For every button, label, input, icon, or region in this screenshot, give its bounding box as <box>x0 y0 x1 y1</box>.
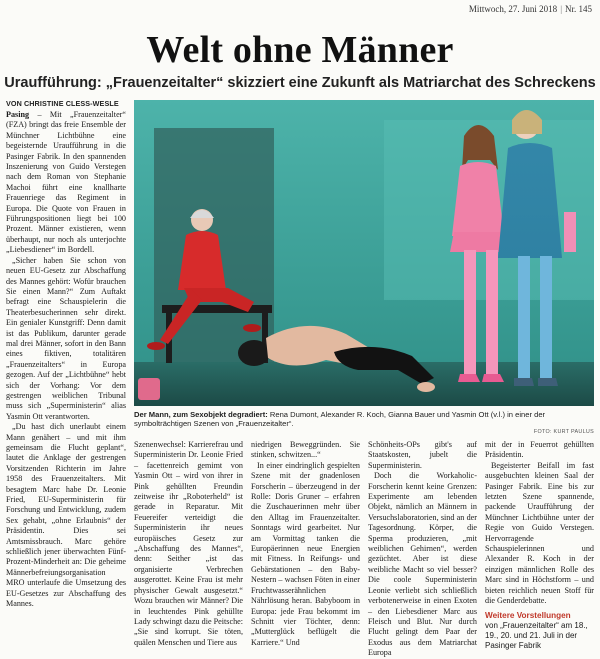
photo-caption <box>134 410 594 429</box>
paragraph: Begeisterter Beifall im fast ausgebuchten kleinen Saal der Pasinger Fabrik. Eine bis zur letzten Szene spannende, packende Uraufführung der Münchner Lichtbühne unter der Regie von Guido Verstegen. Hervorragende Schauspielerinnen und Alexander R. Koch in der einzigen männlichen Rolle des Marc sind in Höchstform – und bieten reichlich neuen Stoff für die Genderdebatte. <box>485 460 594 606</box>
issue-number: Nr. 145 <box>565 4 592 14</box>
article-body-columns <box>134 440 594 658</box>
lead-paragraph: Pasing – Mit „Frauenzeitalter“ (FZA) bringt das freie Ensemble der Münchner Lichtbühne eine begeisternde Uraufführung in die Pasinger Fabrik. In den spannenden Inszenierung von Guido Verstegen nach dem Roman von Stephanie Machoi führt eine knallharte Frauenriege das Regiment in Europa. Die Quote von Frauen in Führungspositionen liegt bei 100 Prozent. Männer existieren, wenn überhaupt, nur noch als unterjochte „Liebesdiener“ im Bordell. <box>6 110 126 255</box>
paragraph: niedrigen Beweggründen. Sie stinken, schwitzen...“ <box>251 440 360 460</box>
paragraph: „Du hast dich unerlaubt einem Mann genähert – und mit ihm gemeinsam die Flucht geplant“, lautet die Anklage der gestrengen Vorsitzenden Richterin im Jahre 1958 des Frauenzeitalters. Mit besagtem Marc habe Dr. Leonie Fried, EU-Superministerin für Forschung und Entwicklung, zudem Sex gehabt, „ohne Erlaubnis“ der Präsidentin. Dies sei Amtsmissbrauch. Marc gehöre schließlich jener überwachten Fünf-Prozent-Minderheit an: Die geheime Männerbefreiungsorganisation MRO unterlaufe die Umsetzung des EU-Gesetzes zur Abschaffung des Mannes. <box>6 422 126 609</box>
body-column-3 <box>368 440 477 659</box>
paragraph: Schönheits-OPs gibt's auf Staatskosten, jubelt die Superministerin. <box>368 440 477 470</box>
subheadline: Uraufführung: „Frauenzeitalter“ skizziert eine Zukunft als Matriarchat des Schreckens <box>4 75 596 91</box>
caption-text: Rena Dumont, Alexander R. Koch, Gianna Bauer und Yasmin Ott (v.l.) in einer der symbolträchtigen Szenen von „Frauenzeitalter“. <box>134 410 546 429</box>
caption-lead: Der Mann, zum Sexobjekt degradiert: <box>134 410 268 419</box>
paragraph: In einer eindringlich gespielten Szene mit der gnadenlosen Forscherin – überzeugend in der Rolle: Doris Gruner – erfahren die Zuschauerinnen mehr über den Alltag im Frauenzeitalter. Sonntags wird gearbeitet. Nur am Vormittag tanken die Europäerinnen neue Energien mit Fitness. In Reifungs- und Gebärstationen – den Baby-Nestern – wachsen Föten in einer Fruchtwasserähnlichen Nährlösung heran. Babyboom in Europa: jede Frau bekommt im Schnitt vier Töchter, denn: „Mutterglück beflügelt die Karriere.“ Und <box>251 460 360 647</box>
paragraph: mit der in Feuerrot gehüllten Präsidentin. <box>485 440 594 460</box>
photo-credit: FOTO: KURT PAULUS <box>533 429 594 435</box>
article-lead-column <box>6 110 126 638</box>
body-column-2 <box>251 440 360 659</box>
body-column-1 <box>134 440 243 659</box>
stage-photo <box>134 100 594 406</box>
stage-photo-illustration <box>134 100 594 406</box>
headline: Welt ohne Männer <box>146 29 454 71</box>
paragraph: „Sicher haben Sie schon von neuen EU-Gesetz zur Abschaffung des Mannes gehört: Wofür brauchen Sie einen Mann?“ Zum Auftakt befragt eine Schauspielerin die Theaterbesucherinnen sehr direkt. Ein genialer Kunstgriff: Denn damit ist das Publikum, darunter gerade mal drei Männer, sofort in den Bann eines fiktiven, totalitären „Frauenzeitalters“ in Europa gezogen. Auf der „Lichtbühne“ hebt sich der Vorhang: Vor dem gestrengen weiblichen Tribunal muss sich „Superministerin“ alias Yasmin Ott verantworten. <box>6 255 126 421</box>
dateline: Mittwoch, 27. Juni 2018 | Nr. 145 <box>468 4 592 14</box>
dateline-place: Pasing <box>6 110 30 119</box>
paragraph: Szenenwechsel: Karrierefrau und Superministerin Dr. Leonie Fried – facettenreich gemimt von Yasmin Ott – wird von ihrer in Pink gehüllten Freundin zeitweise ihr „Roboterheld“ ist gerade in Reparatur. Mit Feuereifer verteidigt die Superministerin ihr neues europäisches Gesetz zur „Abschaffung des Mannes“, denn: Seither „ist das organisierte Verbrechen ausgerottet. Keine Frau ist mehr physischer Gewalt ausgesetzt.“ Wozu brauchen wir Männer? Die in leuchtendes Pink gehüllte Lady schwingt dazu die Peitsche: „Sie sind korrupt. Sie töten, quälen Menschen und Tiere aus <box>134 440 243 647</box>
body-column-4 <box>485 440 594 659</box>
issue-date: Mittwoch, 27. Juni 2018 <box>468 4 558 14</box>
more-performances-text: von „Frauenzeitalter“ am 18., 19., 20. und 21. Juli in der Pasinger Fabrik <box>485 620 588 650</box>
more-performances-title: Weitere Vorstellungen <box>485 610 571 620</box>
byline: VON CHRISTINE CLESS-WESLE <box>6 99 119 108</box>
paragraph: Doch die Workaholic-Forscherin kennt keine Grenzen: Experimente am lebenden Objekt, nämlich an Männern in Versuchslaboratorien, sind an der Tagesordnung. Körper, die Sperma produzieren, „mit weiblichen Gehirnen“, werden gezüchtet. Aber ist diese weibliche Macht so viel besser? Die coole Superministerin Leonie verliebt sich schließlich verbotenerweise in einen Exoten – den Liebesdiener Marc aus Fleisch und Blut. Nur durch Flucht gelingt dem Paar der Exodus aus dem Matriarchat Europa <box>368 471 477 658</box>
